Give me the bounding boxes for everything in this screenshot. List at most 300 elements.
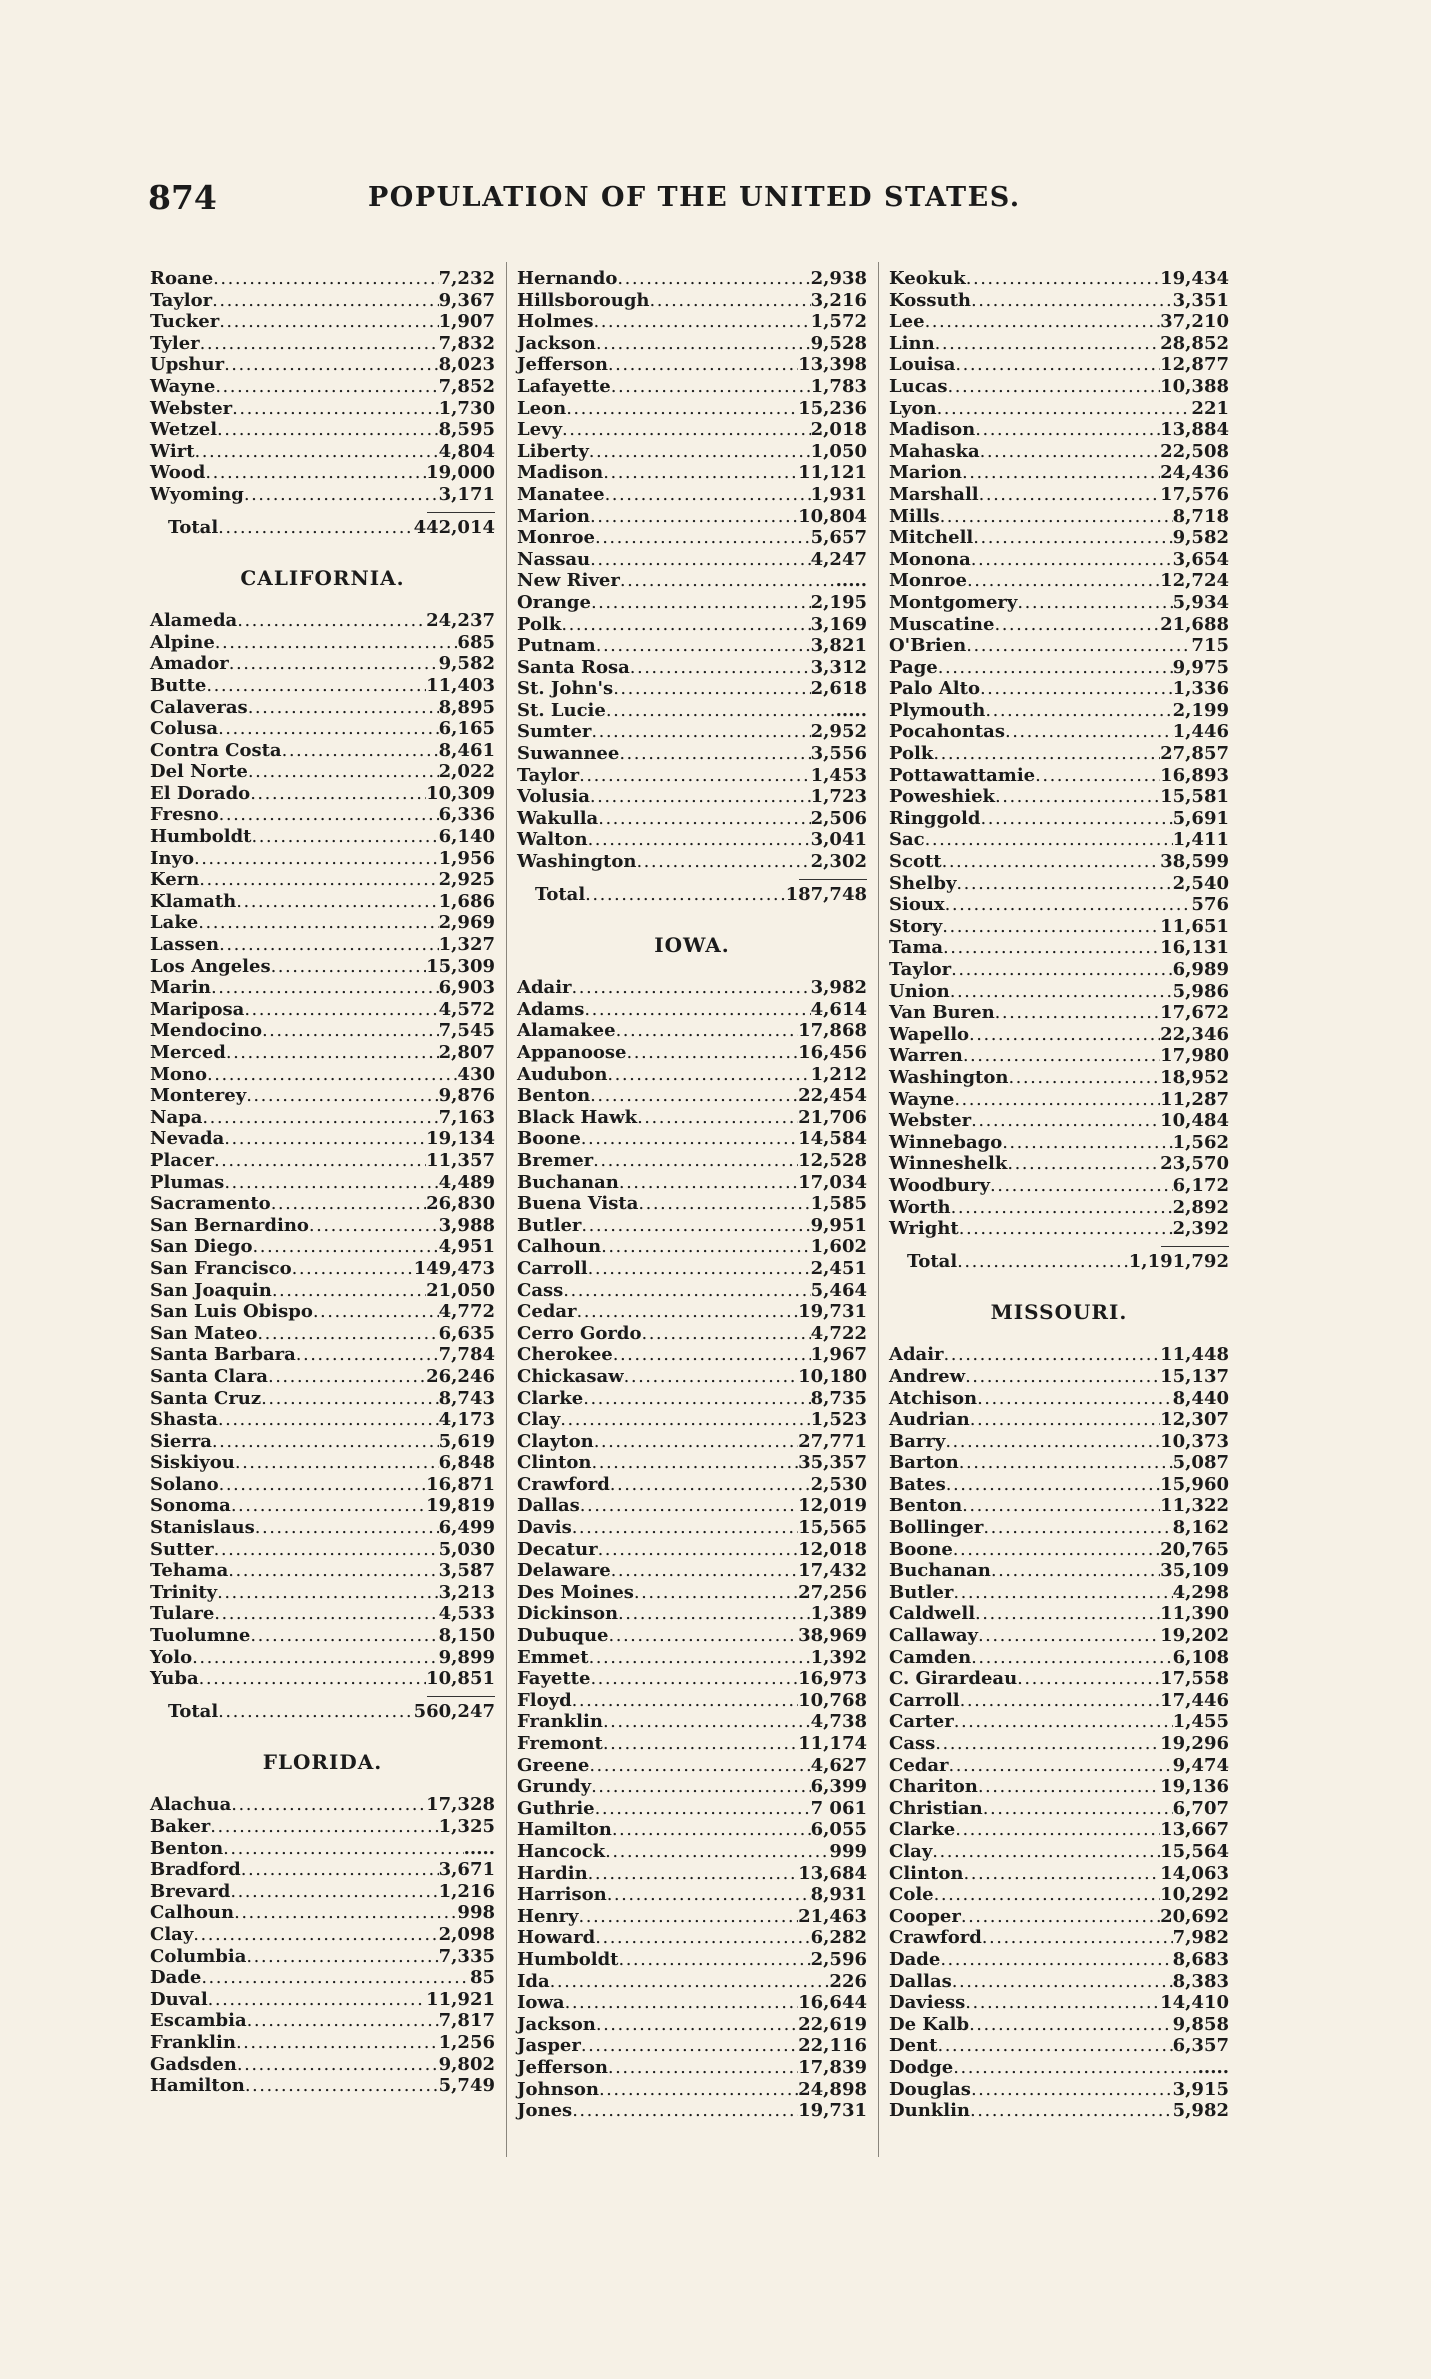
county-name: Benton [150,1837,224,1859]
dot-leader [598,808,810,830]
dot-leader [229,653,439,675]
county-name: Plymouth [889,699,986,721]
population-value: 22,454 [798,1085,867,1107]
population-value: 9,975 [1172,656,1229,678]
population-value: 2,451 [810,1257,867,1279]
county-name: Camden [889,1646,972,1668]
population-value: 11,322 [1160,1495,1229,1517]
county-name: Lassen [150,934,220,956]
county-row [150,977,495,999]
county-row [889,506,1229,528]
county-name: Cherokee [517,1344,613,1366]
dot-leader [261,1388,439,1410]
county-row [517,851,867,873]
county-row [150,891,495,913]
population-value: 2,618 [810,678,867,700]
county-row [517,1927,867,1949]
dot-leader [978,1625,1160,1647]
population-value: 35,357 [798,1452,867,1474]
county-name: Monona [889,548,971,570]
population-value: 1,907 [438,311,495,333]
county-row [150,1946,495,1968]
population-value: 998 [457,1902,495,1924]
dot-leader [572,977,811,999]
county-row [517,1668,867,1690]
county-name: Boone [889,1538,953,1560]
county-name: Dubuque [517,1625,609,1647]
county-name: Amador [150,653,229,675]
dot-leader [980,678,1173,700]
dot-leader [309,1215,439,1237]
county-name: Emmet [517,1646,589,1668]
dot-leader [605,484,811,506]
county-row [889,743,1229,765]
county-row [150,1236,495,1258]
dot-leader [246,1085,438,1107]
county-row [889,1884,1229,1906]
county-name: Story [889,915,943,937]
county-row [150,2032,495,2054]
dot-leader [262,1020,439,1042]
page-title: POPULATION OF THE UNITED STATES. [368,182,1021,213]
county-row [517,1344,867,1366]
column-2 [517,268,867,2122]
county-name: Baker [150,1816,211,1837]
dot-leader [619,1172,798,1194]
dot-leader [983,1517,1172,1539]
county-name: Del Norte [150,761,248,783]
population-value: 2,969 [438,912,495,934]
population-value: 8,931 [810,1884,867,1906]
dot-leader [601,1236,811,1258]
county-name: Suwannee [517,743,620,765]
county-row [517,743,867,765]
total-row [168,1701,495,1723]
county-row [517,549,867,571]
county-name: Tuolumne [150,1625,251,1647]
total-rule [427,1696,495,1697]
county-row [889,657,1229,679]
dot-leader [581,1128,798,1150]
dot-leader [212,1431,439,1453]
county-row [517,1841,867,1863]
county-name: Alamakee [517,1020,616,1042]
dot-leader [966,635,1191,657]
total-value: 560,247 [413,1700,495,1722]
county-row [517,2100,867,2122]
county-row [517,1474,867,1496]
county-name: Monroe [517,527,595,549]
dot-leader [1007,1153,1160,1175]
population-value: 16,456 [798,1042,867,1063]
dot-leader [980,441,1161,463]
county-row [150,1323,495,1345]
dot-leader [637,1107,798,1129]
dot-leader [581,2035,798,2057]
dot-leader [942,916,1160,938]
population-value: 3,982 [810,977,867,999]
county-name: Webster [889,1110,972,1132]
county-row [150,869,495,891]
population-value: 2,530 [810,1473,867,1495]
dot-leader [590,549,810,571]
county-row [889,441,1229,463]
dot-leader [979,484,1160,506]
county-name: Wayne [889,1088,955,1110]
population-value: 2,540 [1172,872,1229,894]
population-value: 2,022 [438,761,495,783]
county-row [517,1625,867,1647]
dot-leader [971,1647,1172,1669]
population-value: 2,925 [438,869,495,891]
population-value: 4,772 [438,1301,495,1323]
county-row [889,1388,1229,1410]
county-name: Taylor [889,959,952,980]
county-name: Scott [889,851,942,873]
population-value: 6,399 [810,1776,867,1798]
dot-leader [593,1150,798,1172]
dot-leader [591,721,810,743]
county-row [150,290,495,312]
dot-leader [226,1042,439,1064]
county-row [150,912,495,934]
county-name: Lucas [889,375,948,397]
dot-leader [268,1366,426,1388]
county-name: Plumas [150,1171,225,1193]
population-value: 6,499 [438,1517,495,1539]
county-row [889,1582,1229,1604]
population-value: 3,654 [1172,548,1229,570]
dot-leader [244,484,439,506]
county-row [150,697,495,719]
county-name: Cass [517,1279,564,1301]
county-name: Chariton [889,1776,978,1798]
population-value: 26,830 [426,1193,495,1215]
dot-leader [954,1089,1160,1111]
population-value: 10,851 [426,1668,495,1690]
county-name: St. John's [517,678,614,700]
county-row [889,1153,1229,1175]
county-row [889,635,1229,657]
dot-leader [596,635,811,657]
population-value: 19,000 [426,462,495,484]
population-value: 2,807 [438,1042,495,1063]
county-row [889,1927,1229,1949]
county-name: Wood [150,462,206,484]
county-name: Yuba [150,1668,199,1690]
county-name: Mono [150,1063,208,1085]
dot-leader [1002,1132,1172,1154]
county-row [889,484,1229,506]
county-name: Greene [517,1754,590,1776]
population-value: 2,938 [810,268,867,289]
population-value: 3,556 [810,743,867,765]
dot-leader [581,1215,810,1237]
population-value: 8,440 [1172,1387,1229,1409]
county-row [150,1989,495,2011]
county-row [517,268,867,290]
county-name: Butler [517,1214,582,1236]
dot-leader [962,1495,1160,1517]
dot-leader [257,1323,438,1345]
county-row [150,2075,495,2097]
dot-leader [200,333,439,355]
county-row [517,786,867,808]
dot-leader [224,1128,426,1150]
county-row [889,700,1229,722]
county-row [889,570,1229,592]
dot-leader [608,354,798,376]
county-name: Hernando [517,268,618,289]
county-name: Washington [889,1066,1009,1088]
population-value: 11,390 [1160,1603,1229,1625]
dot-leader [613,678,810,700]
dot-leader [634,1582,798,1604]
dot-leader [563,1280,810,1302]
county-row [517,419,867,441]
dot-leader [228,1560,438,1582]
county-name: Shasta [150,1409,218,1431]
dot-leader [230,1881,438,1903]
county-name: Placer [150,1149,214,1171]
county-row [150,1539,495,1561]
dot-leader [237,610,426,632]
population-value: 1,931 [810,483,867,505]
county-row [517,333,867,355]
county-row [889,1755,1229,1777]
population-value: 1,325 [438,1816,495,1837]
dot-leader [937,398,1192,420]
county-row [889,1603,1229,1625]
population-value: 221 [1191,397,1229,419]
total-rule [799,879,867,880]
dot-leader [198,912,438,934]
county-row [889,765,1229,787]
dot-leader [1035,765,1160,787]
population-value: 11,651 [1160,915,1229,937]
dot-leader [969,1024,1160,1046]
county-name: Marion [889,462,963,484]
county-name: Wyoming [150,483,244,505]
population-value: 1,050 [810,440,867,462]
county-name: Jasper [517,2035,581,2057]
county-name: Clinton [517,1452,592,1474]
population-value: 10,373 [1160,1430,1229,1452]
dot-leader [250,783,426,805]
dot-leader [588,1863,798,1885]
county-row [517,1150,867,1172]
population-value: 4,614 [810,998,867,1020]
county-row [517,635,867,657]
dot-leader [218,1701,413,1723]
state-heading: IOWA. [654,933,730,958]
county-name: Douglas [889,2078,971,2100]
county-name: Lake [150,912,199,934]
county-row [517,1971,867,1993]
dot-leader [199,1668,426,1690]
population-value: 11,448 [1160,1344,1229,1366]
state-heading: MISSOURI. [990,1300,1128,1325]
county-name: Jackson [517,332,596,354]
county-row [517,376,867,398]
dot-leader [630,657,811,679]
population-value: 8,743 [438,1387,495,1409]
county-row [889,1218,1229,1240]
county-row [889,829,1229,851]
county-name: Walton [517,829,588,851]
county-name: Washington [517,851,637,873]
dot-leader [940,506,1173,528]
population-value: 1,686 [438,890,495,912]
county-row [517,1755,867,1777]
dot-leader [603,1733,798,1755]
county-row [889,527,1229,549]
county-row [150,354,495,376]
dot-leader [982,1927,1173,1949]
county-name: Winneshelk [889,1153,1008,1175]
population-value: 3,351 [1172,289,1229,311]
county-row [517,1517,867,1539]
dot-leader [195,441,439,463]
population-value: 4,173 [438,1409,495,1431]
county-name: St. Lucie [517,699,606,721]
population-value: ..... [835,570,867,592]
population-value: 16,973 [798,1668,867,1690]
dot-leader [237,2054,439,2076]
county-row [889,419,1229,441]
county-row [517,1258,867,1280]
population-value: 3,988 [438,1214,495,1236]
dot-leader [562,419,811,441]
county-row [889,1971,1229,1993]
county-row [889,1625,1229,1647]
dot-leader [218,517,413,539]
county-name: Keokuk [889,268,966,289]
county-row [517,398,867,420]
population-value: 2,952 [810,721,867,743]
population-value: 3,171 [438,483,495,505]
county-row [150,2010,495,2032]
population-value: 8,683 [1172,1948,1229,1970]
county-name: Tyler [150,332,200,354]
dot-leader [948,376,1161,398]
county-row [150,1409,495,1431]
county-name: Humboldt [150,826,252,848]
county-name: Alameda [150,610,238,632]
population-value: 15,581 [1160,786,1229,808]
dot-leader [214,1539,439,1561]
county-row [517,999,867,1021]
dot-leader [990,1175,1173,1197]
population-value: 8,595 [438,419,495,441]
total-label: Total [907,1250,958,1272]
population-value: 1,723 [810,786,867,808]
county-name: Howard [517,1927,596,1949]
county-name: Clinton [889,1862,964,1884]
county-name: Tucker [150,311,220,333]
county-row [150,783,495,805]
dot-leader [236,891,438,913]
county-row [889,786,1229,808]
county-name: Buchanan [517,1171,619,1193]
population-value: 23,570 [1160,1153,1229,1175]
column-1 [150,268,495,2097]
county-name: Solano [150,1473,219,1495]
population-value: 8,895 [438,696,495,718]
dot-leader [596,2014,798,2036]
county-row [889,1089,1229,1111]
dot-leader [951,1197,1173,1219]
dot-leader [971,549,1173,571]
population-value: 19,136 [1160,1776,1229,1798]
county-row [889,851,1229,873]
population-value: 226 [829,1970,867,1992]
county-row [517,1215,867,1237]
county-name: Jones [517,2100,573,2122]
population-value: 4,572 [438,998,495,1020]
county-name: Sonoma [150,1495,231,1517]
county-name: Hardin [517,1862,588,1884]
dot-leader [224,1172,438,1194]
dot-leader [624,1366,798,1388]
county-row [517,765,867,787]
county-row [889,1495,1229,1517]
dot-leader [231,1794,426,1816]
county-row [889,1002,1229,1024]
population-value: 5,657 [810,527,867,549]
population-value: 10,180 [798,1365,867,1387]
population-value: 1,602 [810,1236,867,1258]
county-row [150,1215,495,1237]
population-value: 22,346 [1160,1023,1229,1045]
county-row [150,1020,495,1042]
county-name: Iowa [517,1992,565,2014]
dot-leader [606,700,836,722]
population-value: 22,619 [798,2013,867,2035]
county-name: Worth [889,1196,951,1218]
population-value: 28,852 [1160,332,1229,354]
county-name: Buchanan [889,1560,991,1582]
dot-leader [994,614,1160,636]
county-row [889,1517,1229,1539]
population-value: 5,030 [438,1538,495,1560]
county-row [889,1798,1229,1820]
population-value: 19,134 [426,1128,495,1150]
dot-leader [967,570,1160,592]
county-name: Roane [150,268,214,289]
county-name: Dent [889,2035,938,2057]
county-name: Polk [889,743,934,765]
county-name: Alachua [150,1794,232,1816]
dot-leader [945,894,1192,916]
county-row [517,1992,867,2014]
population-value: 1,730 [438,397,495,419]
county-name: Dunklin [889,2100,971,2122]
county-name: Woodbury [889,1174,990,1196]
population-value: 2,392 [1172,1218,1229,1240]
county-row [517,2014,867,2036]
county-row [889,937,1229,959]
county-name: Siskiyou [150,1452,235,1474]
total-row [168,517,495,539]
county-name: Los Angeles [150,955,271,977]
county-row [150,1042,495,1064]
population-value: 1,585 [810,1193,867,1215]
dot-leader [991,1560,1160,1582]
population-value: 14,410 [1160,1992,1229,2014]
population-value: 1,411 [1172,829,1229,851]
county-name: Dade [889,1948,941,1970]
